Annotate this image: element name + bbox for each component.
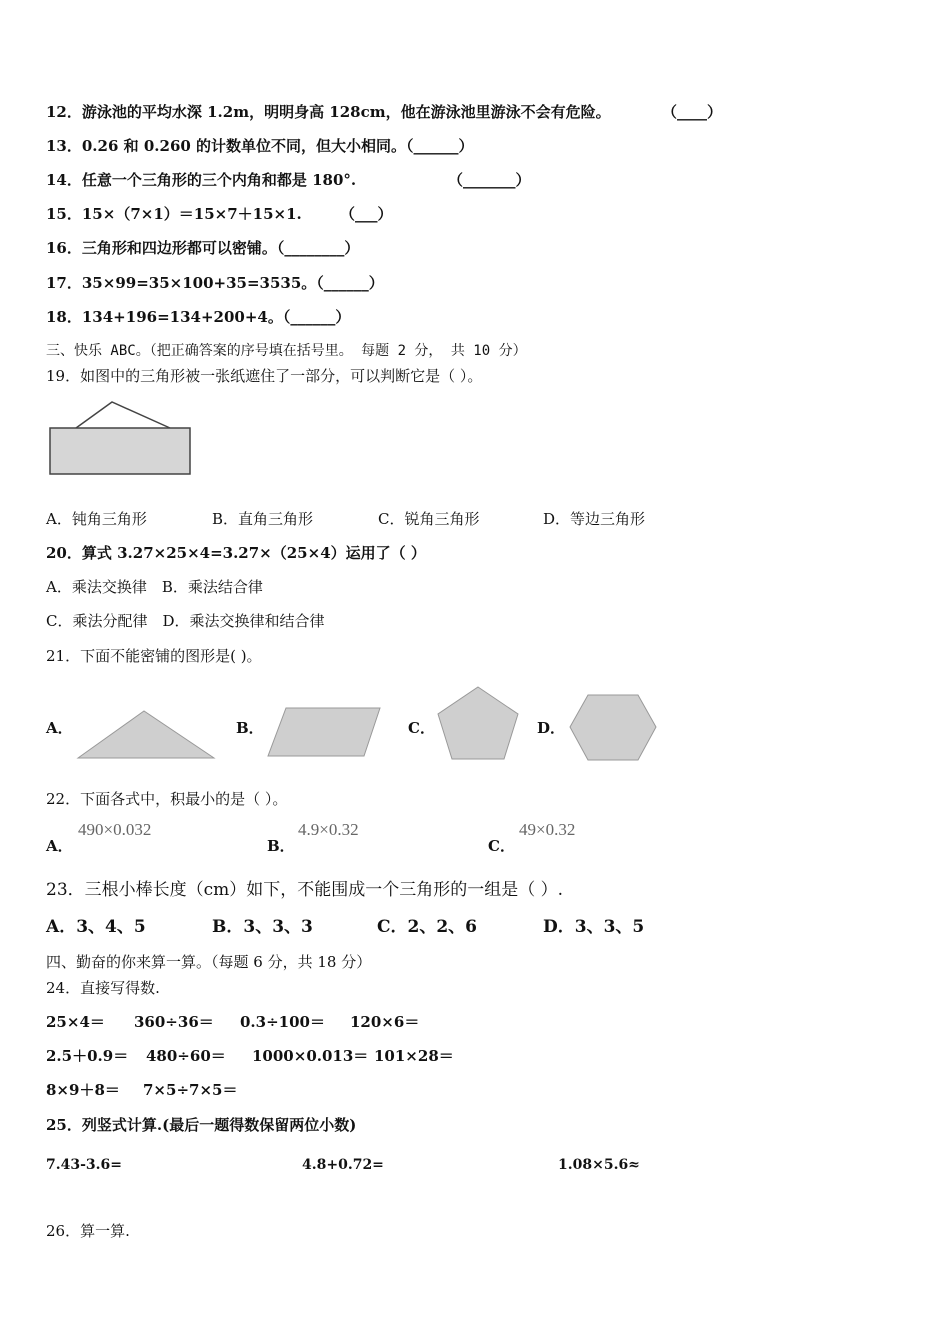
q22-label-a: A． — [46, 837, 73, 855]
q21-label-d: D． — [537, 719, 566, 737]
question-23: 23．三根小棒长度（cm）如下，不能围成一个三角形的一组是（ ）. — [46, 880, 564, 900]
question-16: 16．三角形和四边形都可以密铺。（________） — [46, 239, 360, 257]
question-20: 20．算式 3.27×25×4=3.27×（25×4）运用了（ ） — [46, 544, 426, 562]
question-14: 14．任意一个三角形的三个内角和都是 180°. — [46, 171, 357, 189]
question-26: 26．算一算. — [46, 1222, 130, 1240]
q19-option-b: B．直角三角形 — [212, 510, 314, 528]
section-3-title: 三、快乐 ABC。（把正确答案的序号填在括号里。 每题 2 分， 共 10 分） — [46, 343, 527, 359]
q20-options-line-1: A．乘法交换律 B．乘法结合律 — [46, 578, 263, 596]
q23-option-d: D．3、3、5 — [543, 917, 645, 937]
calc-item: 0.3÷100＝ — [240, 1013, 325, 1031]
calc-item: 2.5＋0.9＝ — [46, 1047, 129, 1065]
calc-item: 120×6＝ — [350, 1013, 420, 1031]
q21-parallelogram-shape — [264, 704, 384, 760]
q22-label-c: C． — [488, 837, 515, 855]
q19-option-c: C．锐角三角形 — [378, 510, 480, 528]
question-18: 18．134+196=134+200+4。（______） — [46, 308, 351, 326]
q22-expression-b: 4.9×0.32 — [298, 820, 359, 839]
question-24: 24．直接写得数. — [46, 979, 160, 997]
vertical-calc-item: 1.08×5.6≈ — [558, 1157, 640, 1173]
question-12: 12．游泳池的平均水深 1.2m，明明身高 128cm，他在游泳池里游泳不会有危险。 — [46, 103, 611, 121]
vertical-calc-item: 4.8+0.72= — [302, 1157, 384, 1173]
q19-option-d: D．等边三角形 — [543, 510, 646, 528]
q22-label-b: B． — [267, 837, 295, 855]
calc-item: 8×9＋8＝ — [46, 1081, 120, 1099]
q20-options-line-2: C．乘法分配律 D．乘法交换律和结合律 — [46, 612, 325, 630]
question-25: 25．列竖式计算.(最后一题得数保留两位小数) — [46, 1116, 357, 1134]
q21-label-c: C． — [408, 719, 435, 737]
q19-option-a: A．钝角三角形 — [46, 510, 147, 528]
answer-blank-15: （___） — [340, 205, 393, 223]
question-15: 15．15×（7×1）＝15×7＋15×1. — [46, 205, 302, 223]
q21-label-b: B． — [236, 719, 264, 737]
q23-option-c: C．2、2、6 — [377, 917, 478, 937]
calc-item: 101×28＝ — [374, 1047, 454, 1065]
section-4-title: 四、勤奋的你来算一算。（每题 6 分，共 18 分） — [46, 953, 372, 971]
calc-item: 7×5÷7×5＝ — [143, 1081, 238, 1099]
q22-expression-a: 490×0.032 — [78, 820, 152, 839]
calc-item: 360÷36＝ — [134, 1013, 214, 1031]
question-21: 21．下面不能密铺的图形是( )。 — [46, 647, 262, 665]
q23-option-b: B．3、3、3 — [212, 917, 313, 937]
question-17: 17．35×99=35×100+35=3535。（______） — [46, 274, 384, 292]
vertical-calc-item: 7.43-3.6= — [46, 1157, 122, 1173]
question-13: 13．0.26 和 0.260 的计数单位不同，但大小相同。（______） — [46, 137, 474, 155]
question-22: 22．下面各式中，积最小的是（ ）。 — [46, 790, 288, 808]
q22-expression-c: 49×0.32 — [519, 820, 576, 839]
q21-pentagon-shape — [434, 684, 522, 764]
answer-blank-12: （____） — [662, 103, 723, 121]
question-19: 19．如图中的三角形被一张纸遮住了一部分，可以判断它是（ ）。 — [46, 367, 483, 385]
covered-triangle-figure — [46, 398, 196, 478]
q23-option-a: A．3、4、5 — [46, 917, 146, 937]
q21-label-a: A． — [46, 719, 73, 737]
calc-item: 1000×0.013＝ — [252, 1047, 369, 1065]
calc-item: 25×4＝ — [46, 1013, 105, 1031]
answer-blank-14: （_______） — [448, 171, 531, 189]
q21-hexagon-shape — [566, 692, 660, 764]
calc-item: 480÷60＝ — [146, 1047, 226, 1065]
q21-triangle-shape — [74, 708, 219, 763]
